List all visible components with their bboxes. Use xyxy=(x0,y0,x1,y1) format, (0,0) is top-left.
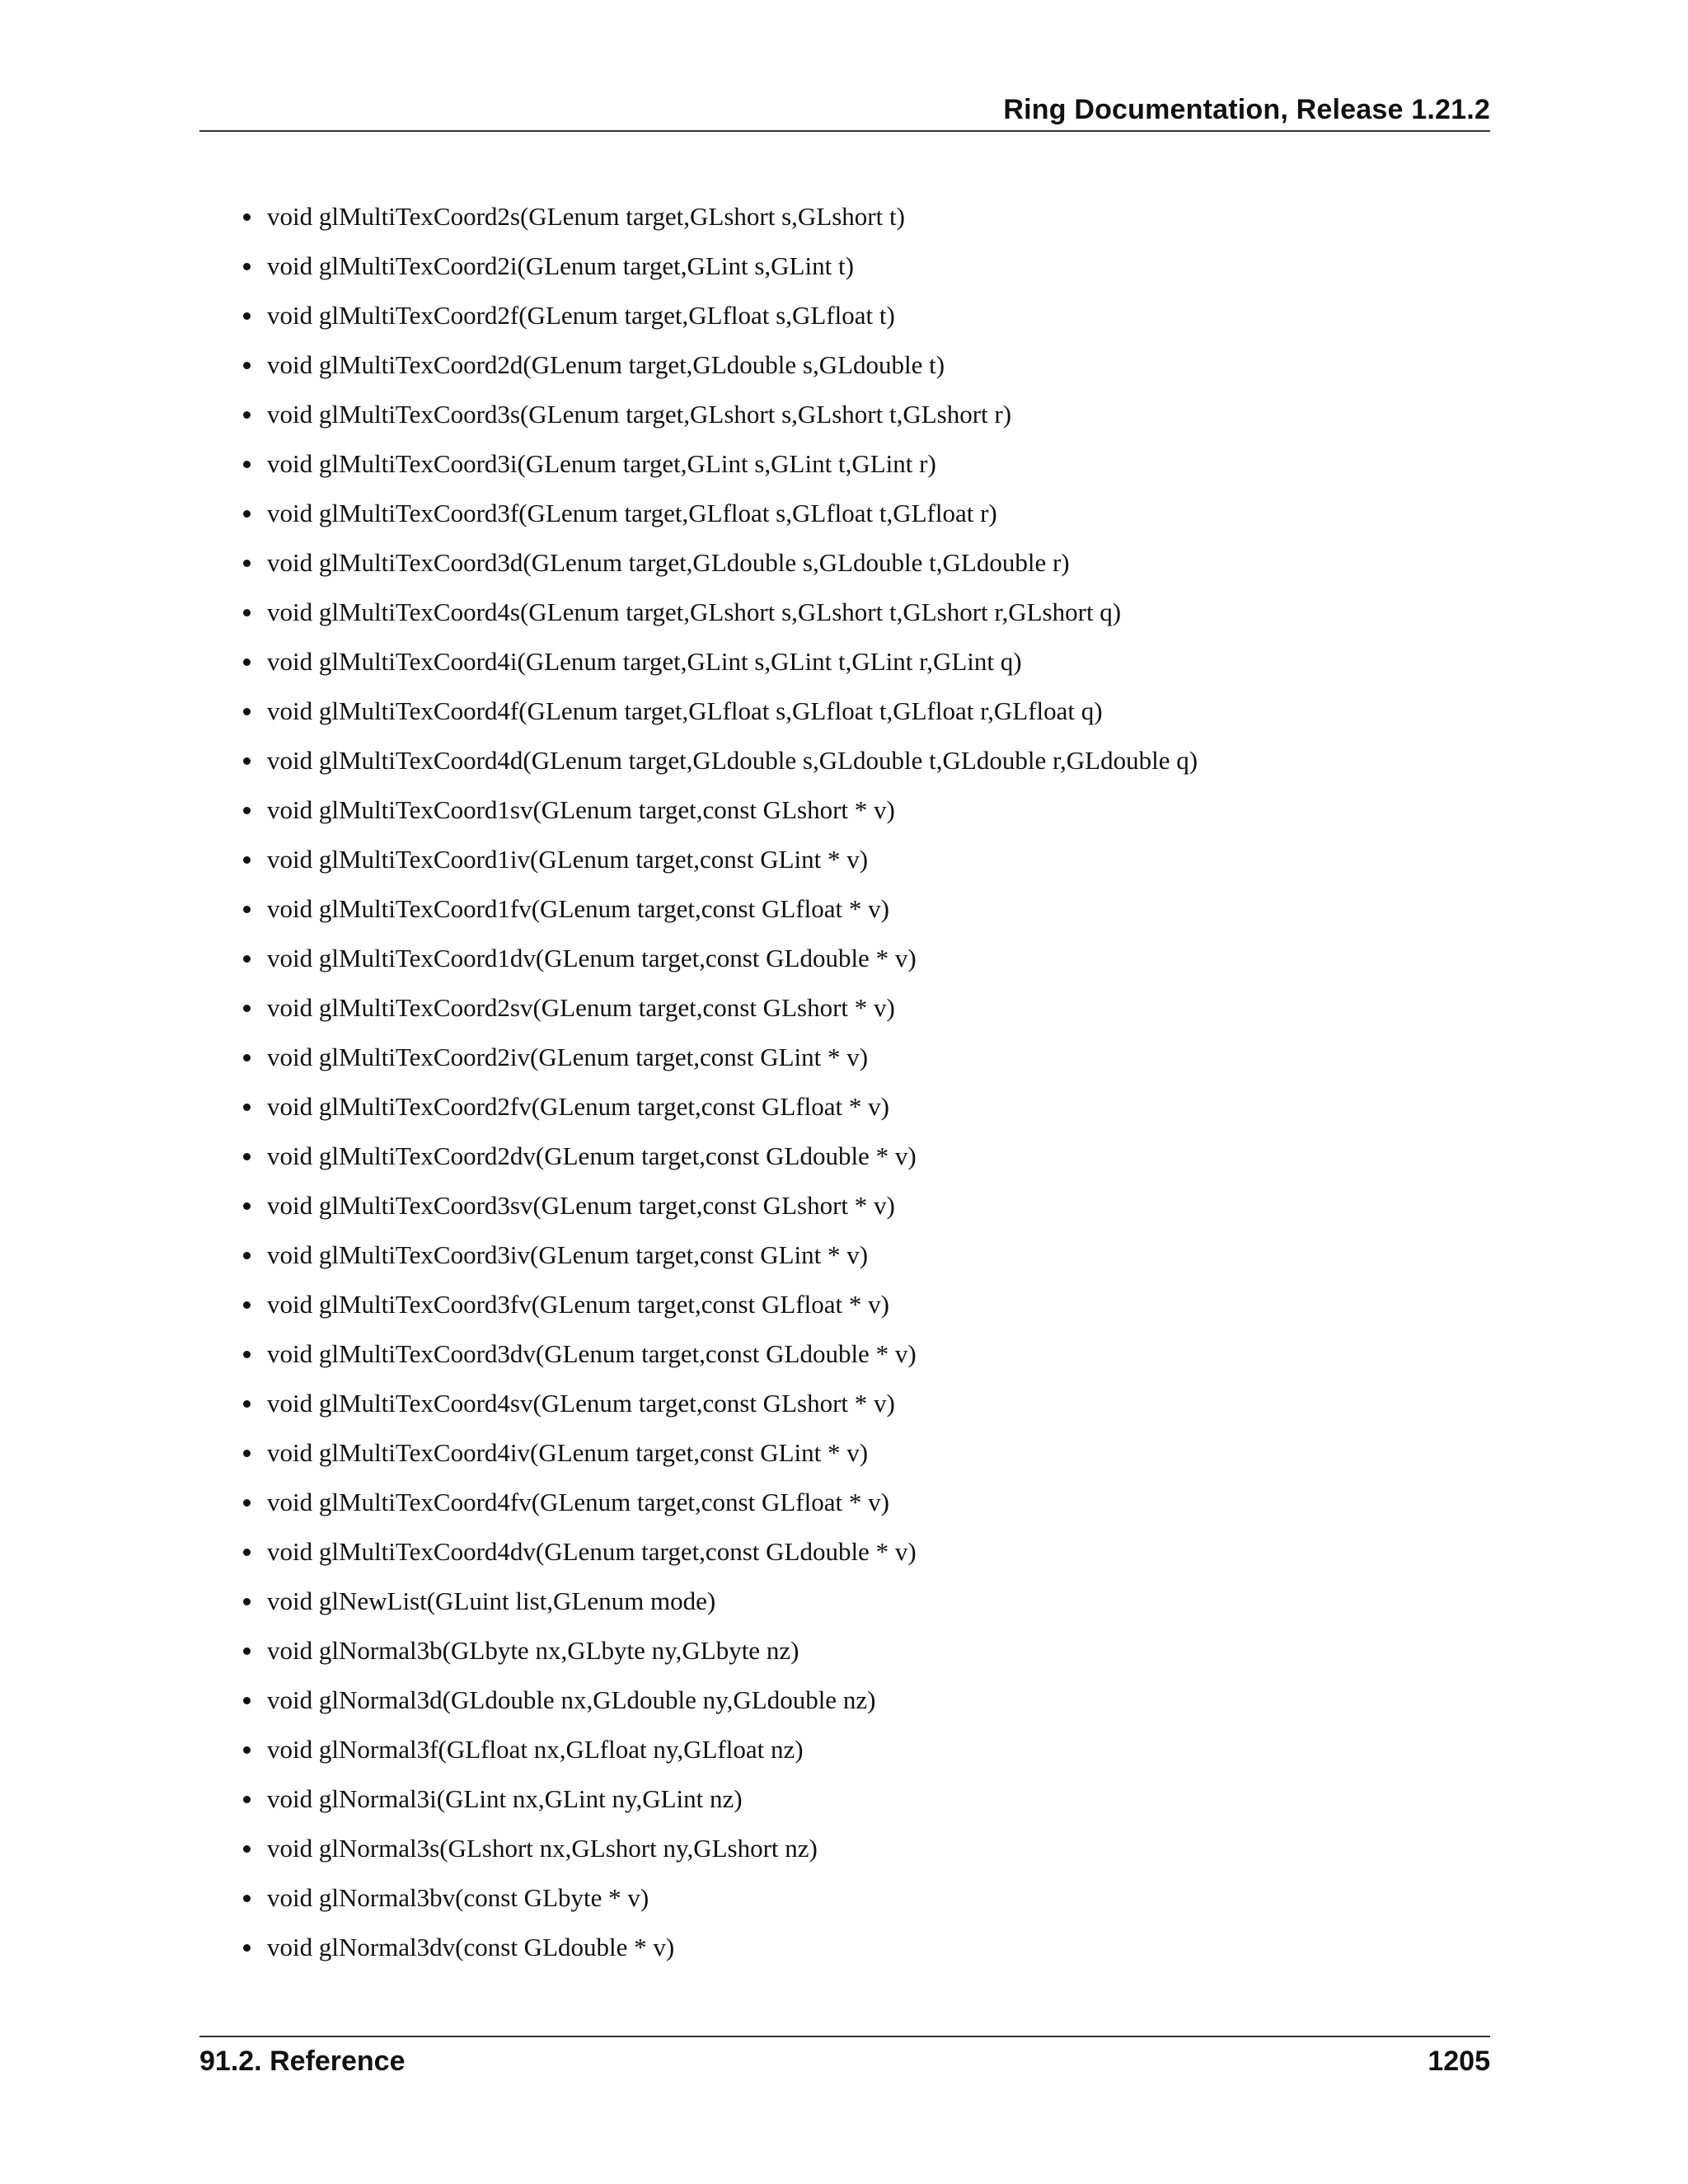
list-item xyxy=(239,1136,1475,1185)
function-signature: void glMultiTexCoord2fv(GLenum target,const GLfloat * v) xyxy=(267,1092,889,1121)
function-signature: void glMultiTexCoord3s(GLenum target,GLshort s,GLshort t,GLshort r) xyxy=(267,400,1012,429)
page-number: 1205 xyxy=(1428,2046,1490,2077)
function-signature: void glMultiTexCoord2i(GLenum target,GLint s,GLint t) xyxy=(267,251,854,280)
page-header xyxy=(199,91,1490,132)
function-signature: void glMultiTexCoord3sv(GLenum target,const GLshort * v) xyxy=(267,1191,895,1220)
function-signature: void glMultiTexCoord3i(GLenum target,GLint s,GLint t,GLint r) xyxy=(267,449,936,478)
function-signature: void glNormal3i(GLint nx,GLint ny,GLint nz) xyxy=(267,1784,743,1813)
function-signature: void glNormal3bv(const GLbyte * v) xyxy=(267,1883,649,1912)
list-item xyxy=(239,888,1475,938)
section-reference: 91.2. Reference xyxy=(199,2046,406,2077)
list-item xyxy=(239,1531,1475,1581)
list-item xyxy=(239,592,1475,641)
list-item xyxy=(239,839,1475,888)
list-item xyxy=(239,1680,1475,1729)
function-signature: void glMultiTexCoord2sv(GLenum target,const GLshort * v) xyxy=(267,993,895,1022)
list-item xyxy=(239,1927,1475,1976)
list-item xyxy=(239,790,1475,839)
list-item xyxy=(239,1828,1475,1877)
list-item xyxy=(239,1086,1475,1136)
function-list xyxy=(239,196,1475,1976)
list-item xyxy=(239,1383,1475,1432)
list-item xyxy=(239,641,1475,691)
function-signature: void glMultiTexCoord2iv(GLenum target,const GLint * v) xyxy=(267,1043,869,1071)
function-signature: void glMultiTexCoord4d(GLenum target,GLdouble s,GLdouble t,GLdouble r,GLdouble q) xyxy=(267,746,1198,775)
list-item xyxy=(239,443,1475,493)
document-title: Ring Documentation, Release 1.21.2 xyxy=(1003,94,1490,125)
list-item xyxy=(239,1729,1475,1779)
function-signature: void glMultiTexCoord3d(GLenum target,GLdouble s,GLdouble t,GLdouble r) xyxy=(267,548,1070,577)
list-item xyxy=(239,394,1475,443)
list-item xyxy=(239,1877,1475,1927)
list-item xyxy=(239,1432,1475,1482)
list-item xyxy=(239,1333,1475,1383)
function-signature: void glMultiTexCoord2dv(GLenum target,const GLdouble * v) xyxy=(267,1141,917,1170)
function-signature: void glMultiTexCoord3dv(GLenum target,const GLdouble * v) xyxy=(267,1339,917,1368)
list-item xyxy=(239,987,1475,1037)
function-signature: void glMultiTexCoord4s(GLenum target,GLshort s,GLshort t,GLshort r,GLshort q) xyxy=(267,598,1122,626)
function-signature: void glMultiTexCoord4dv(GLenum target,const GLdouble * v) xyxy=(267,1537,917,1566)
list-item xyxy=(239,542,1475,592)
function-signature: void glMultiTexCoord3iv(GLenum target,const GLint * v) xyxy=(267,1240,869,1269)
function-signature: void glNormal3d(GLdouble nx,GLdouble ny,GLdouble nz) xyxy=(267,1685,876,1714)
list-item xyxy=(239,493,1475,542)
function-signature: void glMultiTexCoord3f(GLenum target,GLfloat s,GLfloat t,GLfloat r) xyxy=(267,499,997,527)
list-item xyxy=(239,1284,1475,1333)
function-signature: void glNormal3dv(const GLdouble * v) xyxy=(267,1933,675,1961)
function-signature: void glMultiTexCoord4f(GLenum target,GLfloat s,GLfloat t,GLfloat r,GLfloat q) xyxy=(267,696,1103,725)
function-signature: void glNewList(GLuint list,GLenum mode) xyxy=(267,1586,716,1615)
function-signature: void glNormal3f(GLfloat nx,GLfloat ny,GLfloat nz) xyxy=(267,1735,804,1764)
list-item xyxy=(239,938,1475,987)
list-item xyxy=(239,246,1475,295)
list-item xyxy=(239,196,1475,246)
function-signature: void glMultiTexCoord2s(GLenum target,GLshort s,GLshort t) xyxy=(267,202,905,231)
list-item xyxy=(239,740,1475,790)
function-signature: void glMultiTexCoord3fv(GLenum target,const GLfloat * v) xyxy=(267,1290,889,1319)
list-item xyxy=(239,344,1475,394)
list-item xyxy=(239,1482,1475,1531)
list-item xyxy=(239,1581,1475,1630)
list-item xyxy=(239,1779,1475,1828)
function-signature: void glMultiTexCoord4iv(GLenum target,const GLint * v) xyxy=(267,1438,869,1467)
function-signature: void glMultiTexCoord4i(GLenum target,GLint s,GLint t,GLint r,GLint q) xyxy=(267,647,1022,676)
list-item xyxy=(239,1630,1475,1680)
function-signature: void glMultiTexCoord1iv(GLenum target,const GLint * v) xyxy=(267,845,869,874)
function-signature: void glMultiTexCoord2f(GLenum target,GLfloat s,GLfloat t) xyxy=(267,301,895,330)
function-signature: void glMultiTexCoord1dv(GLenum target,const GLdouble * v) xyxy=(267,944,917,972)
list-item xyxy=(239,1235,1475,1284)
list-item xyxy=(239,1185,1475,1235)
function-signature: void glNormal3b(GLbyte nx,GLbyte ny,GLbyte nz) xyxy=(267,1636,799,1665)
list-item xyxy=(239,1037,1475,1086)
function-signature: void glNormal3s(GLshort nx,GLshort ny,GLshort nz) xyxy=(267,1834,818,1863)
function-signature: void glMultiTexCoord4fv(GLenum target,const GLfloat * v) xyxy=(267,1488,889,1516)
list-item xyxy=(239,295,1475,344)
function-signature: void glMultiTexCoord1sv(GLenum target,const GLshort * v) xyxy=(267,795,895,824)
page-footer xyxy=(199,2036,1490,2087)
function-signature: void glMultiTexCoord1fv(GLenum target,const GLfloat * v) xyxy=(267,894,889,923)
function-signature: void glMultiTexCoord4sv(GLenum target,const GLshort * v) xyxy=(267,1389,895,1418)
function-signature: void glMultiTexCoord2d(GLenum target,GLdouble s,GLdouble t) xyxy=(267,350,945,379)
list-item xyxy=(239,691,1475,740)
